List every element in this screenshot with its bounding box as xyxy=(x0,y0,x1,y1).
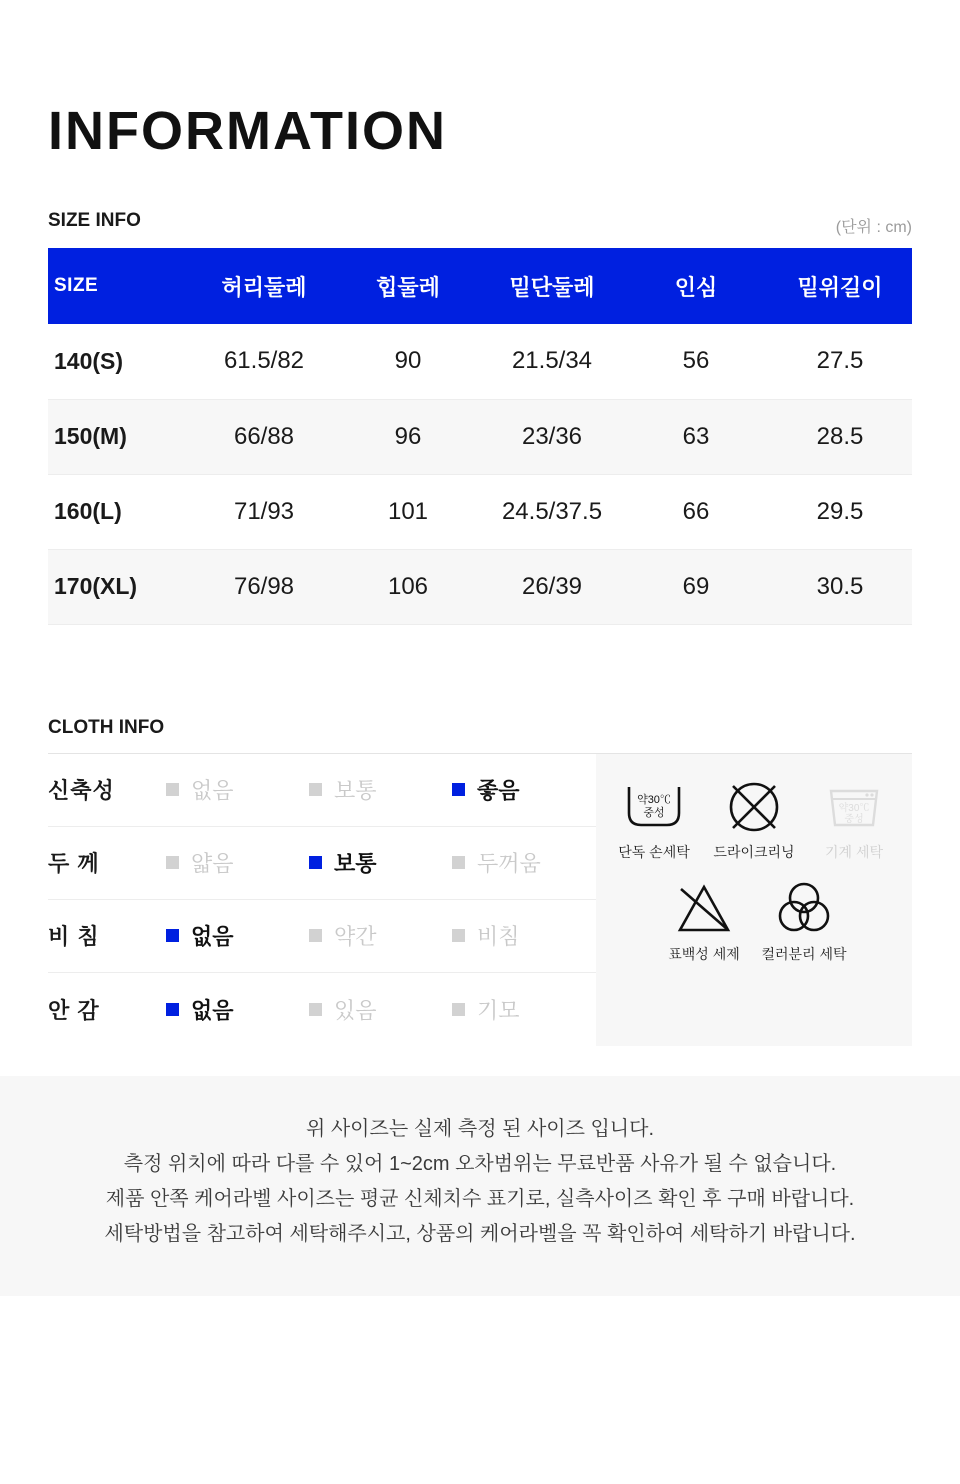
cell-hip: 106 xyxy=(336,549,480,624)
cell-size: 150(M) xyxy=(48,399,192,474)
hand-wash-30-icon xyxy=(604,776,704,838)
option-label: 약간 xyxy=(334,924,377,949)
option-label: 없음 xyxy=(191,778,234,803)
size-info-label: SIZE INFO xyxy=(48,210,141,231)
no-bleach-icon xyxy=(654,878,754,940)
cell-waist: 66/88 xyxy=(192,399,336,474)
care-item-color-separate-wash xyxy=(754,878,854,964)
table-row xyxy=(48,324,912,399)
column-header-inseam: 인심 xyxy=(624,248,768,324)
care-caption: 드라이크리닝 xyxy=(713,843,795,860)
option-label: 좋음 xyxy=(477,778,520,803)
notice-line: 세탁방법을 참고하여 세탁해주시고, 상품의 케어라벨을 꼭 확인하여 세탁하기 바랍니다. xyxy=(104,1222,856,1245)
checkbox-checked-icon xyxy=(452,783,465,796)
color-separate-wash-icon xyxy=(754,878,854,940)
option-label: 보통 xyxy=(334,851,377,876)
option-lining-fleece xyxy=(452,994,595,1025)
size-info-table xyxy=(48,248,912,625)
table-row xyxy=(48,399,912,474)
checkbox-icon xyxy=(309,783,322,796)
cell-waist: 61.5/82 xyxy=(192,324,336,399)
care-caption: 단독 손세탁 xyxy=(618,843,690,860)
checkbox-icon xyxy=(166,783,179,796)
option-label: 있음 xyxy=(334,997,377,1023)
cloth-row-lining xyxy=(48,973,596,1046)
notice-line: 제품 안쪽 케어라벨 사이즈는 평균 신체치수 표기로, 실측사이즈 확인 후 구매 바랍니다. xyxy=(105,1187,855,1210)
option-sheerness-sheer xyxy=(452,920,595,951)
cell-hip: 90 xyxy=(336,324,480,399)
svg-text:중성: 중성 xyxy=(844,813,864,825)
page-title: INFORMATION xyxy=(48,101,447,161)
care-symbol-row-2 xyxy=(596,878,912,964)
cell-rise: 28.5 xyxy=(768,399,912,474)
option-lining-none xyxy=(166,994,309,1025)
option-label: 두꺼움 xyxy=(477,851,541,876)
attribute-label: 안 감 xyxy=(48,997,100,1023)
care-caption: 표백성 세제 xyxy=(668,945,740,962)
option-label: 없음 xyxy=(191,997,234,1023)
cell-hem: 24.5/37.5 xyxy=(480,474,624,549)
care-caption: 컬러분리 세탁 xyxy=(761,945,847,962)
care-item-no-dry-clean xyxy=(704,776,804,862)
checkbox-icon xyxy=(166,856,179,869)
option-stretch-good xyxy=(452,774,595,805)
option-label: 보통 xyxy=(334,778,377,803)
option-sheerness-slight xyxy=(309,920,452,951)
checkbox-checked-icon xyxy=(309,856,322,869)
option-stretch-none xyxy=(166,774,309,805)
option-label: 비침 xyxy=(477,924,520,949)
column-header-hip: 힙둘레 xyxy=(336,248,480,324)
checkbox-icon xyxy=(452,929,465,942)
option-label: 얇음 xyxy=(191,851,234,876)
cloth-row-thickness xyxy=(48,827,596,900)
option-label: 기모 xyxy=(477,997,520,1023)
cell-hem: 26/39 xyxy=(480,549,624,624)
option-thickness-thick xyxy=(452,847,595,878)
column-header-hem: 밑단둘레 xyxy=(480,248,624,324)
svg-text:중성: 중성 xyxy=(643,806,665,819)
cell-inseam: 69 xyxy=(624,549,768,624)
care-item-hand-wash xyxy=(604,776,704,862)
cloth-attribute-list xyxy=(48,754,596,1046)
svg-text:약30℃: 약30℃ xyxy=(637,793,671,806)
option-stretch-normal xyxy=(309,774,452,805)
cell-inseam: 66 xyxy=(624,474,768,549)
care-item-machine-wash xyxy=(804,776,904,862)
attribute-label: 비 침 xyxy=(48,924,100,949)
checkbox-checked-icon xyxy=(166,929,179,942)
column-header-waist: 허리둘레 xyxy=(192,248,336,324)
care-symbols-panel xyxy=(596,754,912,1046)
attribute-label: 두 께 xyxy=(48,851,100,876)
cell-size: 170(XL) xyxy=(48,549,192,624)
care-symbol-row-1 xyxy=(596,776,912,862)
cell-hem: 23/36 xyxy=(480,399,624,474)
checkbox-checked-icon xyxy=(166,1003,179,1016)
option-label: 없음 xyxy=(191,924,234,949)
cell-size: 140(S) xyxy=(48,324,192,399)
attribute-label: 신축성 xyxy=(48,778,115,803)
unit-note: (단위 : cm) xyxy=(835,219,912,236)
cell-hip: 96 xyxy=(336,399,480,474)
notice-line: 위 사이즈는 실제 측정 된 사이즈 입니다. xyxy=(305,1117,655,1140)
table-header-row xyxy=(48,248,912,324)
column-header-rise: 밑위길이 xyxy=(768,248,912,324)
column-header-size: SIZE xyxy=(48,248,192,324)
cloth-info-label: CLOTH INFO xyxy=(48,716,165,738)
notice-block xyxy=(0,1076,960,1296)
cloth-row-stretch xyxy=(48,754,596,827)
checkbox-icon xyxy=(309,929,322,942)
checkbox-icon xyxy=(452,856,465,869)
option-lining-yes xyxy=(309,994,452,1025)
table-row xyxy=(48,549,912,624)
checkbox-icon xyxy=(452,1003,465,1016)
option-thickness-thin xyxy=(166,847,309,878)
cell-waist: 76/98 xyxy=(192,549,336,624)
cell-hip: 101 xyxy=(336,474,480,549)
cell-waist: 71/93 xyxy=(192,474,336,549)
svg-text:약30℃: 약30℃ xyxy=(838,802,870,814)
cloth-row-sheerness xyxy=(48,900,596,973)
no-dry-clean-icon xyxy=(704,776,804,838)
cell-hem: 21.5/34 xyxy=(480,324,624,399)
care-caption: 기계 세탁 xyxy=(825,843,883,860)
checkbox-icon xyxy=(309,1003,322,1016)
option-thickness-normal xyxy=(309,847,452,878)
cell-inseam: 56 xyxy=(624,324,768,399)
cell-rise: 27.5 xyxy=(768,324,912,399)
cell-rise: 29.5 xyxy=(768,474,912,549)
cell-rise: 30.5 xyxy=(768,549,912,624)
cloth-info-box xyxy=(48,753,912,1046)
machine-wash-icon xyxy=(804,776,904,838)
table-row xyxy=(48,474,912,549)
option-sheerness-none xyxy=(166,920,309,951)
cell-size: 160(L) xyxy=(48,474,192,549)
care-item-no-bleach xyxy=(654,878,754,964)
cell-inseam: 63 xyxy=(624,399,768,474)
notice-line: 측정 위치에 따라 다를 수 있어 1~2cm 오차범위는 무료반품 사유가 될 수 없습니다. xyxy=(123,1152,837,1175)
